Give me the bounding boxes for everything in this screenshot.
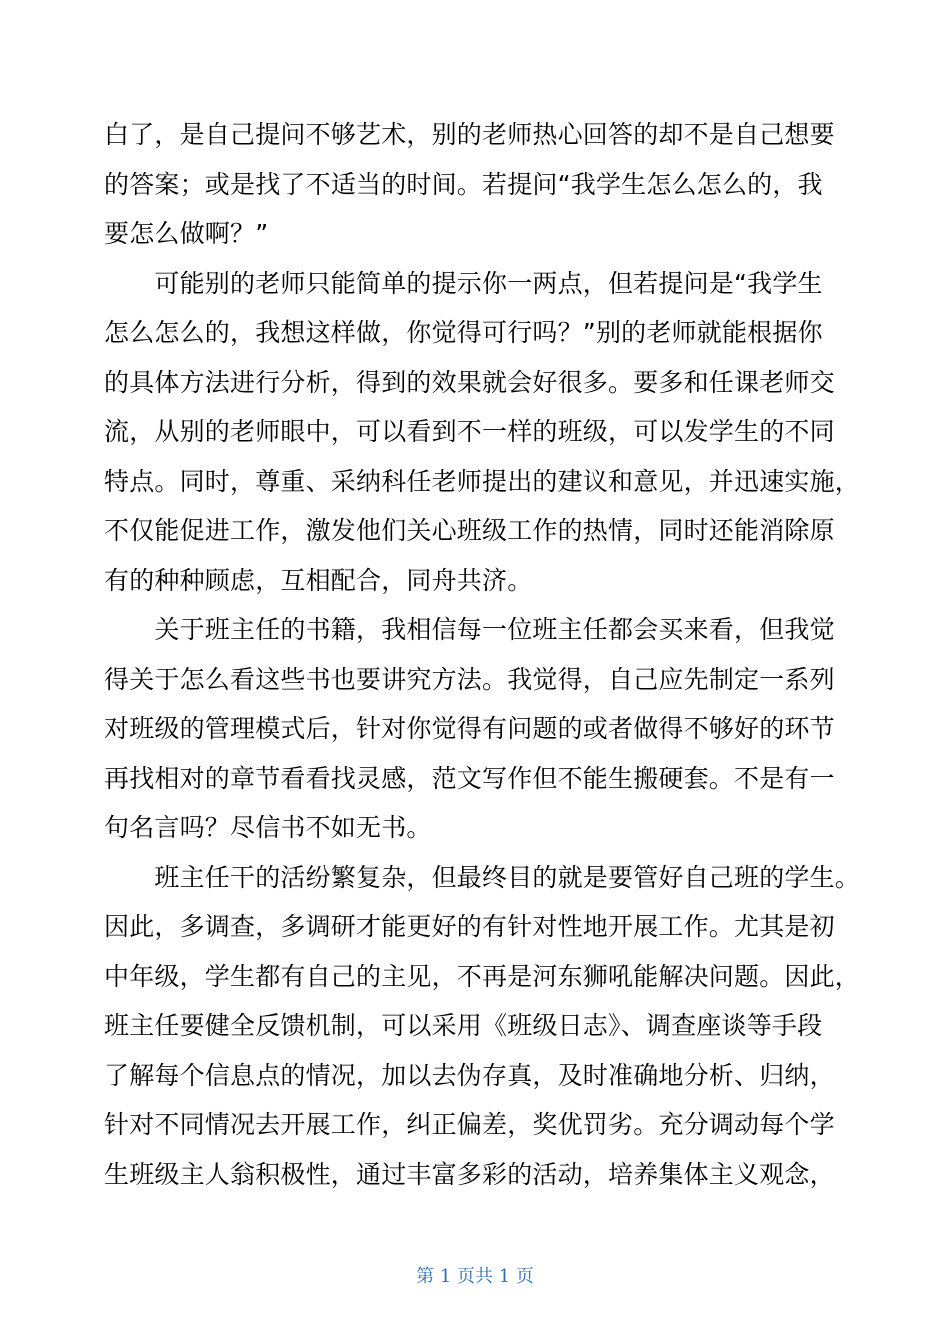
text-line: 对班级的管理模式后，针对你觉得有问题的或者做得不够好的环节 — [104, 714, 835, 743]
text-line: 的具体方法进行分析，得到的效果就会好很多。要多和任课老师交 — [104, 367, 835, 397]
text-line: 因此，多调查，多调研才能更好的有针对性地开展工作。尤其是初 — [104, 912, 835, 941]
text-line: 中年级，学生都有自己的主见，不再是河东狮吼能解决问题。因此， — [104, 961, 861, 991]
text-line: 得关于怎么看这些书也要讲究方法。我觉得，自己应先制定一系列 — [104, 664, 835, 694]
text-line: 再找相对的章节看看找灵感，范文写作但不能生搬硬套。不是有一 — [104, 763, 835, 793]
text-line: 特点。同时，尊重、采纳科任老师提出的建议和意见，并迅速实施， — [104, 466, 861, 496]
text-line: 生班级主人翁积极性，通过丰富多彩的活动，培养集体主义观念， — [104, 1159, 835, 1189]
text-line: 有的种种顾虑，互相配合，同舟共济。 — [104, 565, 533, 595]
text-line: 针对不同情况去开展工作，纠正偏差，奖优罚劣。充分调动每个学 — [104, 1110, 835, 1139]
text-line: 不仅能促进工作，激发他们关心班级工作的热情，同时还能消除原 — [104, 516, 835, 545]
text-line: 白了，是自己提问不够艺术，别的老师热心回答的却不是自己想要 — [104, 120, 835, 149]
text-line: 句名言吗？尽信书不如无书。 — [104, 813, 432, 842]
text-line: 班主任干的活纷繁复杂，但最终目的就是要管好自己班的学生。 — [104, 862, 861, 892]
text-line: 流，从别的老师眼中，可以看到不一样的班级，可以发学生的不同 — [104, 417, 835, 446]
text-line: 的答案；或是找了不适当的时间。若提问“我学生怎么怎么的，我 — [104, 169, 823, 199]
text-line: 怎么怎么的，我想这样做，你觉得可行吗？”别的老师就能根据你 — [104, 318, 823, 347]
text-line: 要怎么做啊？” — [104, 219, 269, 248]
text-line: 可能别的老师只能简单的提示你一两点，但若提问是“我学生 — [104, 268, 823, 298]
text-line: 了解每个信息点的情况，加以去伪存真，及时准确地分析、归纳， — [104, 1060, 835, 1090]
body-text — [104, 110, 861, 1199]
page-number-footer: 第 1 页共 1 页 — [416, 1266, 534, 1287]
text-line: 班主任要健全反馈机制，可以采用《班级日志》、调查座谈等手段 — [104, 1011, 823, 1040]
text-line: 关于班主任的书籍，我相信每一位班主任都会买来看，但我觉 — [104, 615, 835, 644]
